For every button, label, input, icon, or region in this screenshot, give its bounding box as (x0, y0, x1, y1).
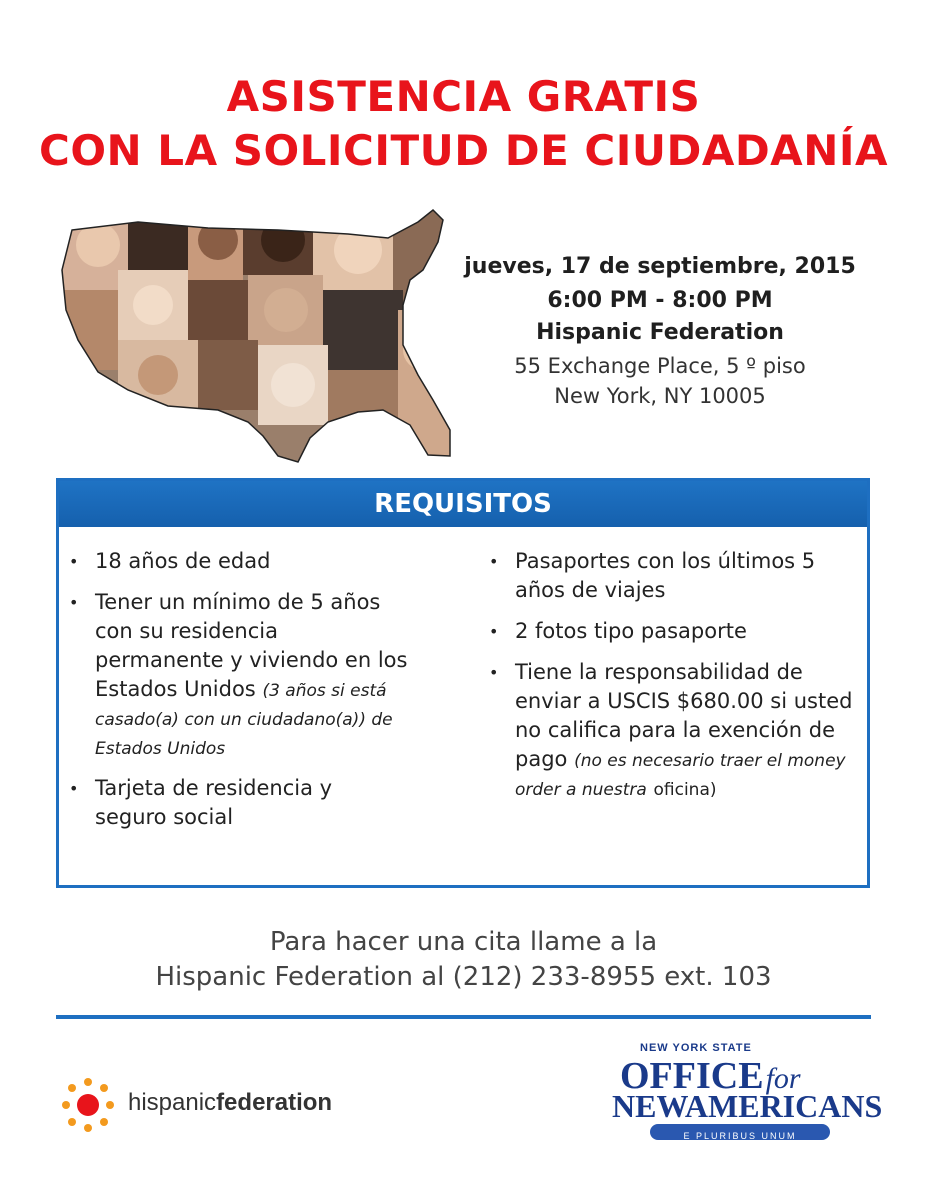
wordmark-bold: federation (216, 1089, 333, 1116)
bullet-icon: • (69, 593, 79, 612)
requirement-item (489, 617, 859, 646)
requirement-text: Tarjeta de residencia y seguro social (95, 776, 333, 829)
requirements-right-list (489, 547, 859, 817)
bullet-icon: • (489, 663, 499, 682)
usa-photo-collage-map (58, 200, 458, 470)
requirement-item (69, 547, 409, 576)
event-address-line-1: 55 Exchange Place, 5 º piso (514, 354, 806, 378)
requirement-item (489, 547, 859, 605)
sunburst-icon (58, 1070, 128, 1140)
nys-logo-for: for (765, 1062, 801, 1095)
hispanic-federation-wordmark (128, 1089, 332, 1117)
requirement-text: 2 fotos tipo pasaporte (515, 619, 747, 643)
event-address-line-2: New York, NY 10005 (554, 384, 766, 408)
requirement-text: Tener un mínimo de 5 años con su residencia permanente y viviendo en los Estados Unidos (95, 590, 408, 701)
event-time: 6:00 PM - 8:00 PM (547, 288, 773, 313)
nys-logo-office: OFFICE (620, 1055, 764, 1097)
requirement-text: Tiene la responsabilidad de enviar a USCIS $680.00 si usted no califica para la exención de pago (515, 660, 853, 771)
event-date: jueves, 17 de septiembre, 2015 (464, 254, 856, 279)
requirement-note: (3 años si está casado(a) con un ciudadano(a)) de Estados Unidos (95, 681, 393, 759)
requirement-text: 18 años de edad (95, 549, 271, 573)
requirements-left-list (69, 547, 409, 844)
call-to-action-line-1: Para hacer una cita llame a la (269, 927, 658, 957)
bullet-icon: • (489, 622, 499, 641)
event-organization: Hispanic Federation (536, 320, 784, 345)
bullet-icon: • (69, 552, 79, 571)
nys-logo-top: NEW YORK STATE (640, 1042, 752, 1054)
bullet-icon: • (489, 552, 499, 571)
requirements-heading: REQUISITOS (59, 481, 867, 527)
call-to-action-line-2: Hispanic Federation al (212) 233-8955 ext. 103 (155, 962, 772, 992)
nys-logo-motto: E PLURIBUS UNUM (683, 1131, 797, 1141)
requirement-note: (no es necesario traer el money order a nuestra (515, 751, 846, 800)
requirement-item (489, 658, 859, 805)
divider (56, 1015, 871, 1019)
headline-line-2: CON LA SOLICITUD DE CIUDADANÍA (39, 126, 888, 175)
requirement-item (69, 588, 409, 762)
requirement-text: Pasaportes con los últimos 5 años de viajes (515, 549, 816, 602)
office-for-new-americans-logo (600, 1042, 883, 1142)
wordmark-light: hispanic (128, 1089, 217, 1116)
requirement-note-end: oficina) (653, 780, 717, 800)
nys-logo-new-americans: NEWAMERICANS (612, 1088, 883, 1124)
requirement-item (69, 774, 409, 832)
requirements-box (56, 478, 870, 888)
headline-line-1: ASISTENCIA GRATIS (226, 72, 701, 121)
bullet-icon: • (69, 779, 79, 798)
